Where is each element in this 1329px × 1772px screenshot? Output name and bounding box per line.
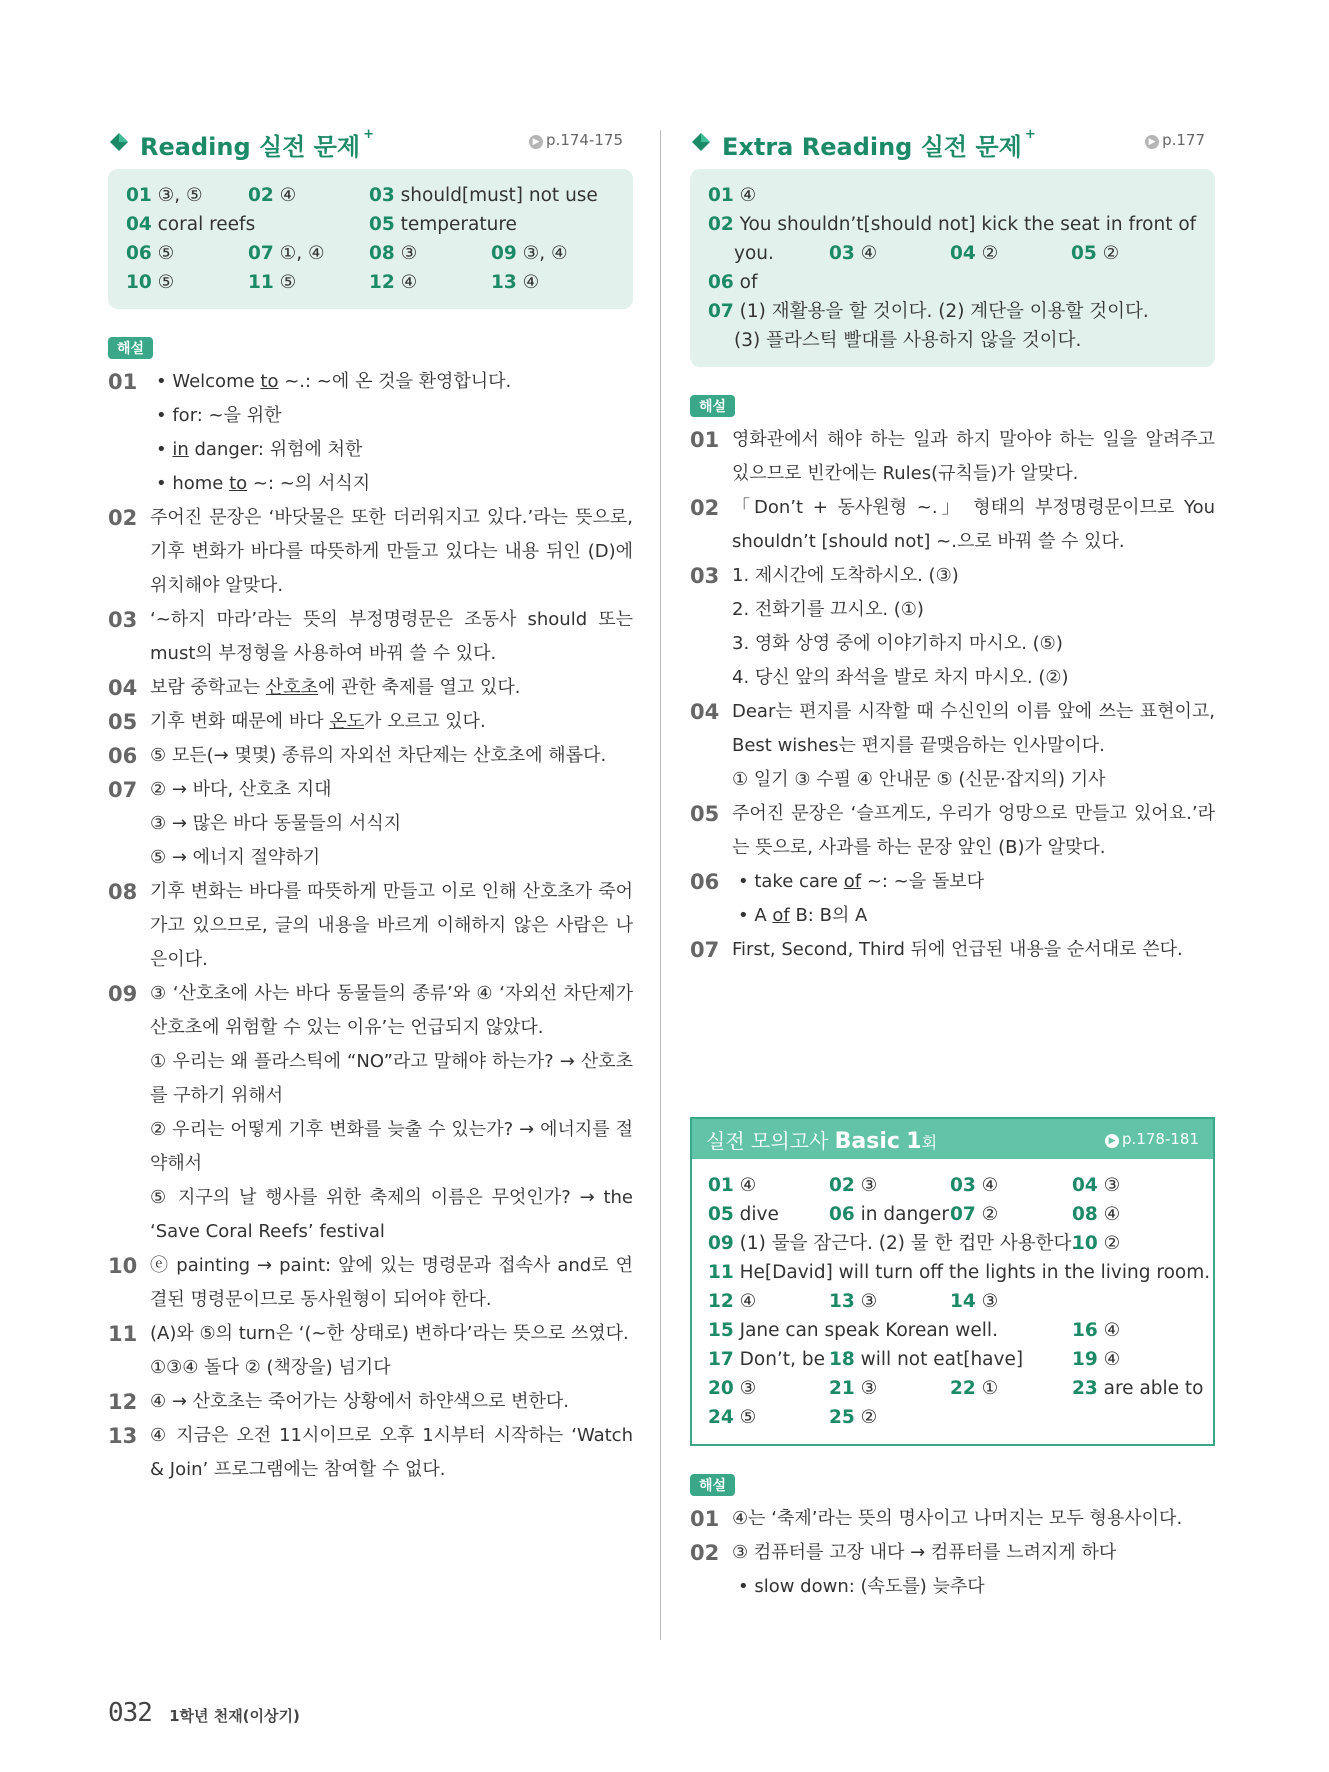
answer-text: ③ — [400, 243, 418, 264]
explanation-list — [108, 365, 633, 1487]
diamond-icon — [692, 133, 710, 151]
column-divider — [660, 130, 661, 1640]
answer-text: ④ — [739, 1291, 757, 1312]
answer-number: 21 — [829, 1378, 855, 1399]
mock-answer-list — [692, 1159, 1213, 1444]
answer-text: ③ — [1103, 1175, 1121, 1196]
answer-number: 09 — [708, 1233, 734, 1254]
answer-row — [126, 268, 615, 297]
answer-number: 16 — [1072, 1320, 1098, 1341]
answer-number: 12 — [708, 1291, 734, 1312]
answer-number: 08 — [1072, 1204, 1098, 1225]
answer-cell — [1072, 1316, 1120, 1345]
answer-row — [708, 1200, 1197, 1229]
answer-text: ①, ④ — [279, 243, 325, 264]
arrow-icon: ▶ — [1105, 1134, 1119, 1148]
answer-cell — [126, 181, 203, 210]
answer-number: 07 — [248, 243, 274, 264]
answer-cell — [829, 1200, 949, 1229]
answer-text: ② — [860, 1407, 878, 1428]
answer-row — [708, 1403, 1197, 1432]
answer-cell — [950, 1287, 998, 1316]
book-title: 1학년 천재(이상기) — [169, 1707, 300, 1725]
answer-number: 05 — [708, 1204, 734, 1225]
explanation-item: 10 ⓔ painting → paint: 앞에 있는 명령문과 접속사 and로 연결된 명령문이므로 동사원형이 되어야 한다. — [108, 1254, 633, 1310]
answer-text: ① — [981, 1378, 999, 1399]
answer-text: ③, ⑤ — [157, 185, 203, 206]
answer-cell — [708, 1171, 756, 1200]
answer-number: 06 — [829, 1204, 855, 1225]
answer-text: Don’t, be — [739, 1349, 825, 1370]
answer-cell — [829, 1374, 877, 1403]
answer-number: 08 — [369, 243, 395, 264]
explanation-item: 05 주어진 문장은 ‘슬프게도, 우리가 엉망으로 만들고 있어요.’라는 뜻으로, 사과를 하는 문장 앞인 (B)가 알맞다. — [690, 802, 1215, 858]
answer-row — [708, 1171, 1197, 1200]
answer-number: 09 — [491, 243, 517, 264]
answer-cell — [1072, 1374, 1204, 1403]
answer-row — [708, 1229, 1197, 1258]
answer-text: ④ — [1103, 1204, 1121, 1225]
answer-text: (1) 물을 잠근다. (2) 물 한 컵만 사용한다. — [739, 1233, 1078, 1254]
answer-number: 10 — [126, 272, 152, 293]
answer-cell — [708, 1287, 756, 1316]
answer-text: ④ — [400, 272, 418, 293]
answer-text: ⑤ — [157, 243, 175, 264]
answer-cell — [369, 268, 417, 297]
answer-number: 11 — [708, 1262, 734, 1283]
answer-cell — [248, 181, 296, 210]
answer-row — [126, 239, 615, 268]
answer-number: 03 — [950, 1175, 976, 1196]
explanation-item: 03 1. 제시간에 도착하시오. (③) 2. 전화기를 끄시오. (①) 3. 영화 상영 중에 이야기하지 마시오. (⑤) 4. 당신 앞의 좌석을 발로 차지 마시오. (②) — [690, 564, 1069, 688]
answer-number: 23 — [1072, 1378, 1098, 1399]
explanation-item: 04 보람 중학교는 산호초에 관한 축제를 열고 있다. — [108, 676, 521, 700]
explanation-badge: 해설 — [690, 395, 735, 417]
answer-text: ④ — [1103, 1349, 1121, 1370]
answer-text: Jane can speak Korean well. — [739, 1320, 998, 1341]
answer-number: 19 — [1072, 1349, 1098, 1370]
answer-text: ② — [981, 1204, 999, 1225]
answer-cell — [1072, 1345, 1120, 1374]
answer-cell — [829, 1345, 1023, 1374]
explanation-item: 01 • Welcome to ~.: ~에 온 것을 환영합니다. • for: ~을 위한 • in danger: 위험에 처한 • home to ~: ~의 서식지 — [108, 370, 512, 494]
mock-exam-box — [690, 1117, 1215, 1446]
answer-text: should[must] not use — [400, 185, 598, 206]
answer-cell — [491, 239, 568, 268]
explanation-item: 07 ② → 바다, 산호초 지대 ③ → 많은 바다 동물들의 서식지 ⑤ → 에너지 절약하기 — [108, 778, 402, 868]
explanation-badge: 해설 — [108, 337, 153, 359]
explanation-item: 02 주어진 문장은 ‘바닷물은 또한 더러워지고 있다.’라는 뜻으로, 기후 변화가 바다를 따뜻하게 만들고 있다는 내용 뒤인 (D)에 위치해야 알맞다. — [108, 506, 633, 596]
section-title: Extra Reading 실전 문제 + — [722, 127, 1036, 161]
right-column — [690, 125, 1215, 1604]
explanation-item: 11 (A)와 ⑤의 turn은 ‘(~한 상태로) 변하다’라는 뜻으로 쓰였다. ①③④ 돌다 ② (책장을) 넘기다 — [108, 1322, 629, 1378]
explanation-item: 09 ③ ‘산호초에 사는 바다 동물들의 종류’와 ④ ‘자외선 차단제가 산호초에 위험할 수 있는 이유’는 언급되지 않았다. ① 우리는 왜 플라스틱에 “NO”라고 말해야 하는가? → 산호초를 구하기 위해서 ② 우리는 어떻게 기후 변화를 늦출 수 있는가? → 에너지를 절약해서 ⑤ 지구의 날 행사를 위한 축제의 이름은 무엇인가? → the ‘Save Coral Reefs’ festival — [108, 982, 633, 1242]
answer-row — [126, 210, 615, 239]
answer-cell — [369, 210, 517, 239]
explanation-item: 07 First, Second, Third 뒤에 언급된 내용을 순서대로 쓴다. — [690, 938, 1183, 962]
explanation-list — [690, 423, 1215, 967]
explanation-list — [690, 1502, 1215, 1604]
answer-cell — [950, 1171, 998, 1200]
page-reference: ▶ p.178-181 — [1105, 1130, 1199, 1148]
answer-text: temperature — [400, 214, 517, 235]
section-title: Reading 실전 문제 + — [140, 127, 374, 161]
answer-cell — [829, 1403, 877, 1432]
answer-text: ④ — [279, 185, 297, 206]
answer-cell — [126, 210, 255, 239]
explanation-item: 12 ④ → 산호초는 죽어가는 상황에서 하얀색으로 변한다. — [108, 1390, 570, 1414]
answer-number: 15 — [708, 1320, 734, 1341]
answer-number: 18 — [829, 1349, 855, 1370]
arrow-icon: ▶ — [529, 135, 543, 149]
answer-cell — [126, 268, 174, 297]
answer-text: ⑤ — [739, 1407, 757, 1428]
explanation-item: 01 영화관에서 해야 하는 일과 하지 말아야 하는 일을 알려주고 있으므로 빈칸에는 Rules(규칙들)가 알맞다. — [690, 428, 1215, 484]
page-number: 032 — [108, 1698, 152, 1728]
mock-exam-header — [692, 1119, 1213, 1159]
answer-cell — [491, 268, 539, 297]
answer-number: 07 — [950, 1204, 976, 1225]
answer-text: He[David] will turn off the lights in the living room. — [739, 1262, 1211, 1283]
explanation-item: 08 기후 변화는 바다를 따뜻하게 만들고 이로 인해 산호초가 죽어가고 있으므로, 글의 내용을 바르게 이해하지 않은 사람은 나은이다. — [108, 880, 633, 970]
answer-cell — [1072, 1229, 1120, 1258]
section-header — [108, 125, 633, 159]
answer-row — [708, 1316, 1197, 1345]
answer-cell — [708, 1200, 779, 1229]
answer-text: ③ — [860, 1175, 878, 1196]
answer-row — [708, 1287, 1197, 1316]
explanation-item: 02 「Don’t + 동사원형 ~.」 형태의 부정명령문이므로 You shouldn’t [should not] ~.으로 바꿔 쓸 수 있다. — [690, 496, 1215, 552]
answer-text: ④ — [522, 272, 540, 293]
arrow-icon: ▶ — [1145, 135, 1159, 149]
explanation-item: 03 ‘~하지 마라’라는 뜻의 부정명령문은 조동사 should 또는 must의 부정형을 사용하여 바꿔 쓸 수 있다. — [108, 608, 633, 664]
answer-number: 02 — [248, 185, 274, 206]
answer-cell — [708, 1258, 1210, 1287]
answer-box: 01 ④ 02 You shouldn’t[should not] kick the seat in front of you. 03 ④ 04 ② 05 ② 06 of 07 (1) 재활용을 할 것이다. (2) 계단을 이용할 것이다. (3) 플라스틱 빨대를 사용하지 않을 것이다. — [690, 169, 1215, 367]
explanation-item: 04 Dear는 편지를 시작할 때 수신인의 이름 앞에 쓰는 표현이고, Best wishes는 편지를 끝맺음하는 인사말이다. ① 일기 ③ 수필 ④ 안내문 ⑤ (신문·잡지의) 기사 — [690, 700, 1215, 790]
explanation-item: 05 기후 변화 때문에 바다 온도가 오르고 있다. — [108, 710, 486, 734]
answer-number: 14 — [950, 1291, 976, 1312]
answer-number: 01 — [708, 1175, 734, 1196]
answer-text: ④ — [1103, 1320, 1121, 1341]
answer-number: 11 — [248, 272, 274, 293]
answer-cell — [708, 1229, 1077, 1258]
answer-cell — [829, 1171, 877, 1200]
answer-number: 12 — [369, 272, 395, 293]
answer-text: ⑤ — [279, 272, 297, 293]
explanation-item: 02 ③ 컴퓨터를 고장 내다 → 컴퓨터를 느려지게 하다 • slow down: (속도를) 늦추다 — [690, 1541, 1117, 1597]
answer-cell — [369, 181, 598, 210]
answer-text: ④ — [981, 1175, 999, 1196]
answer-text: ③ — [860, 1378, 878, 1399]
answer-cell — [950, 1374, 998, 1403]
answer-cell — [708, 1403, 756, 1432]
explanation-item: 06 ⑤ 모든(→ 몇몇) 종류의 자외선 차단제는 산호초에 해롭다. — [108, 744, 607, 768]
answer-cell — [829, 1287, 877, 1316]
answer-number: 22 — [950, 1378, 976, 1399]
answer-number: 17 — [708, 1349, 734, 1370]
answer-row — [708, 1374, 1204, 1403]
answer-number: 06 — [126, 243, 152, 264]
answer-number: 10 — [1072, 1233, 1098, 1254]
page-reference: ▶ p.174-175 — [529, 131, 623, 149]
answer-number: 01 — [126, 185, 152, 206]
answer-text: ③, ④ — [522, 243, 568, 264]
page-footer — [108, 1698, 300, 1728]
answer-cell — [950, 1200, 998, 1229]
answer-number: 04 — [1072, 1175, 1098, 1196]
answer-text: will not eat[have] — [860, 1349, 1024, 1370]
answer-number: 03 — [369, 185, 395, 206]
mock-exam-title: 실전 모의고사 Basic 1회 — [706, 1129, 938, 1154]
answer-cell — [708, 1374, 756, 1403]
diamond-icon — [110, 133, 128, 151]
answer-text: dive — [739, 1204, 779, 1225]
answer-number: 25 — [829, 1407, 855, 1428]
answer-cell — [1072, 1200, 1120, 1229]
answer-row — [708, 1345, 1197, 1374]
answer-cell — [126, 239, 174, 268]
answer-cell — [1072, 1171, 1120, 1200]
explanation-item: 01 ④는 ‘축제’라는 뜻의 명사이고 나머지는 모두 형용사이다. — [690, 1507, 1183, 1531]
answer-text: ③ — [981, 1291, 999, 1312]
answer-text: ③ — [860, 1291, 878, 1312]
answer-number: 13 — [829, 1291, 855, 1312]
explanation-item: 06 • take care of ~: ~을 돌보다 • A of B: B의 A — [690, 870, 985, 926]
answer-text: are able to — [1103, 1378, 1204, 1399]
section-header — [690, 125, 1215, 159]
answer-number: 13 — [491, 272, 517, 293]
answer-number: 02 — [829, 1175, 855, 1196]
answer-text: ② — [1103, 1233, 1121, 1254]
answer-cell — [248, 239, 325, 268]
explanation-badge: 해설 — [690, 1474, 735, 1496]
answer-text: ⑤ — [157, 272, 175, 293]
answer-text: ③ — [739, 1378, 757, 1399]
answer-text: in danger — [860, 1204, 949, 1225]
left-column — [108, 125, 633, 1487]
answer-row — [126, 181, 615, 210]
answer-cell — [369, 239, 417, 268]
answer-row — [708, 1258, 1211, 1287]
answer-cell — [248, 268, 296, 297]
answer-number: 24 — [708, 1407, 734, 1428]
page-reference: ▶ p.177 — [1145, 131, 1205, 149]
answer-number: 05 — [369, 214, 395, 235]
answer-box — [108, 169, 633, 309]
answer-number: 20 — [708, 1378, 734, 1399]
explanation-item: 13 ④ 지금은 오전 11시이므로 오후 1시부터 시작하는 ‘Watch & Join’ 프로그램에는 참여할 수 없다. — [108, 1424, 633, 1480]
answer-text: coral reefs — [157, 214, 256, 235]
answer-cell — [708, 1345, 825, 1374]
answer-text: ④ — [739, 1175, 757, 1196]
answer-cell — [708, 1316, 998, 1345]
answer-number: 04 — [126, 214, 152, 235]
